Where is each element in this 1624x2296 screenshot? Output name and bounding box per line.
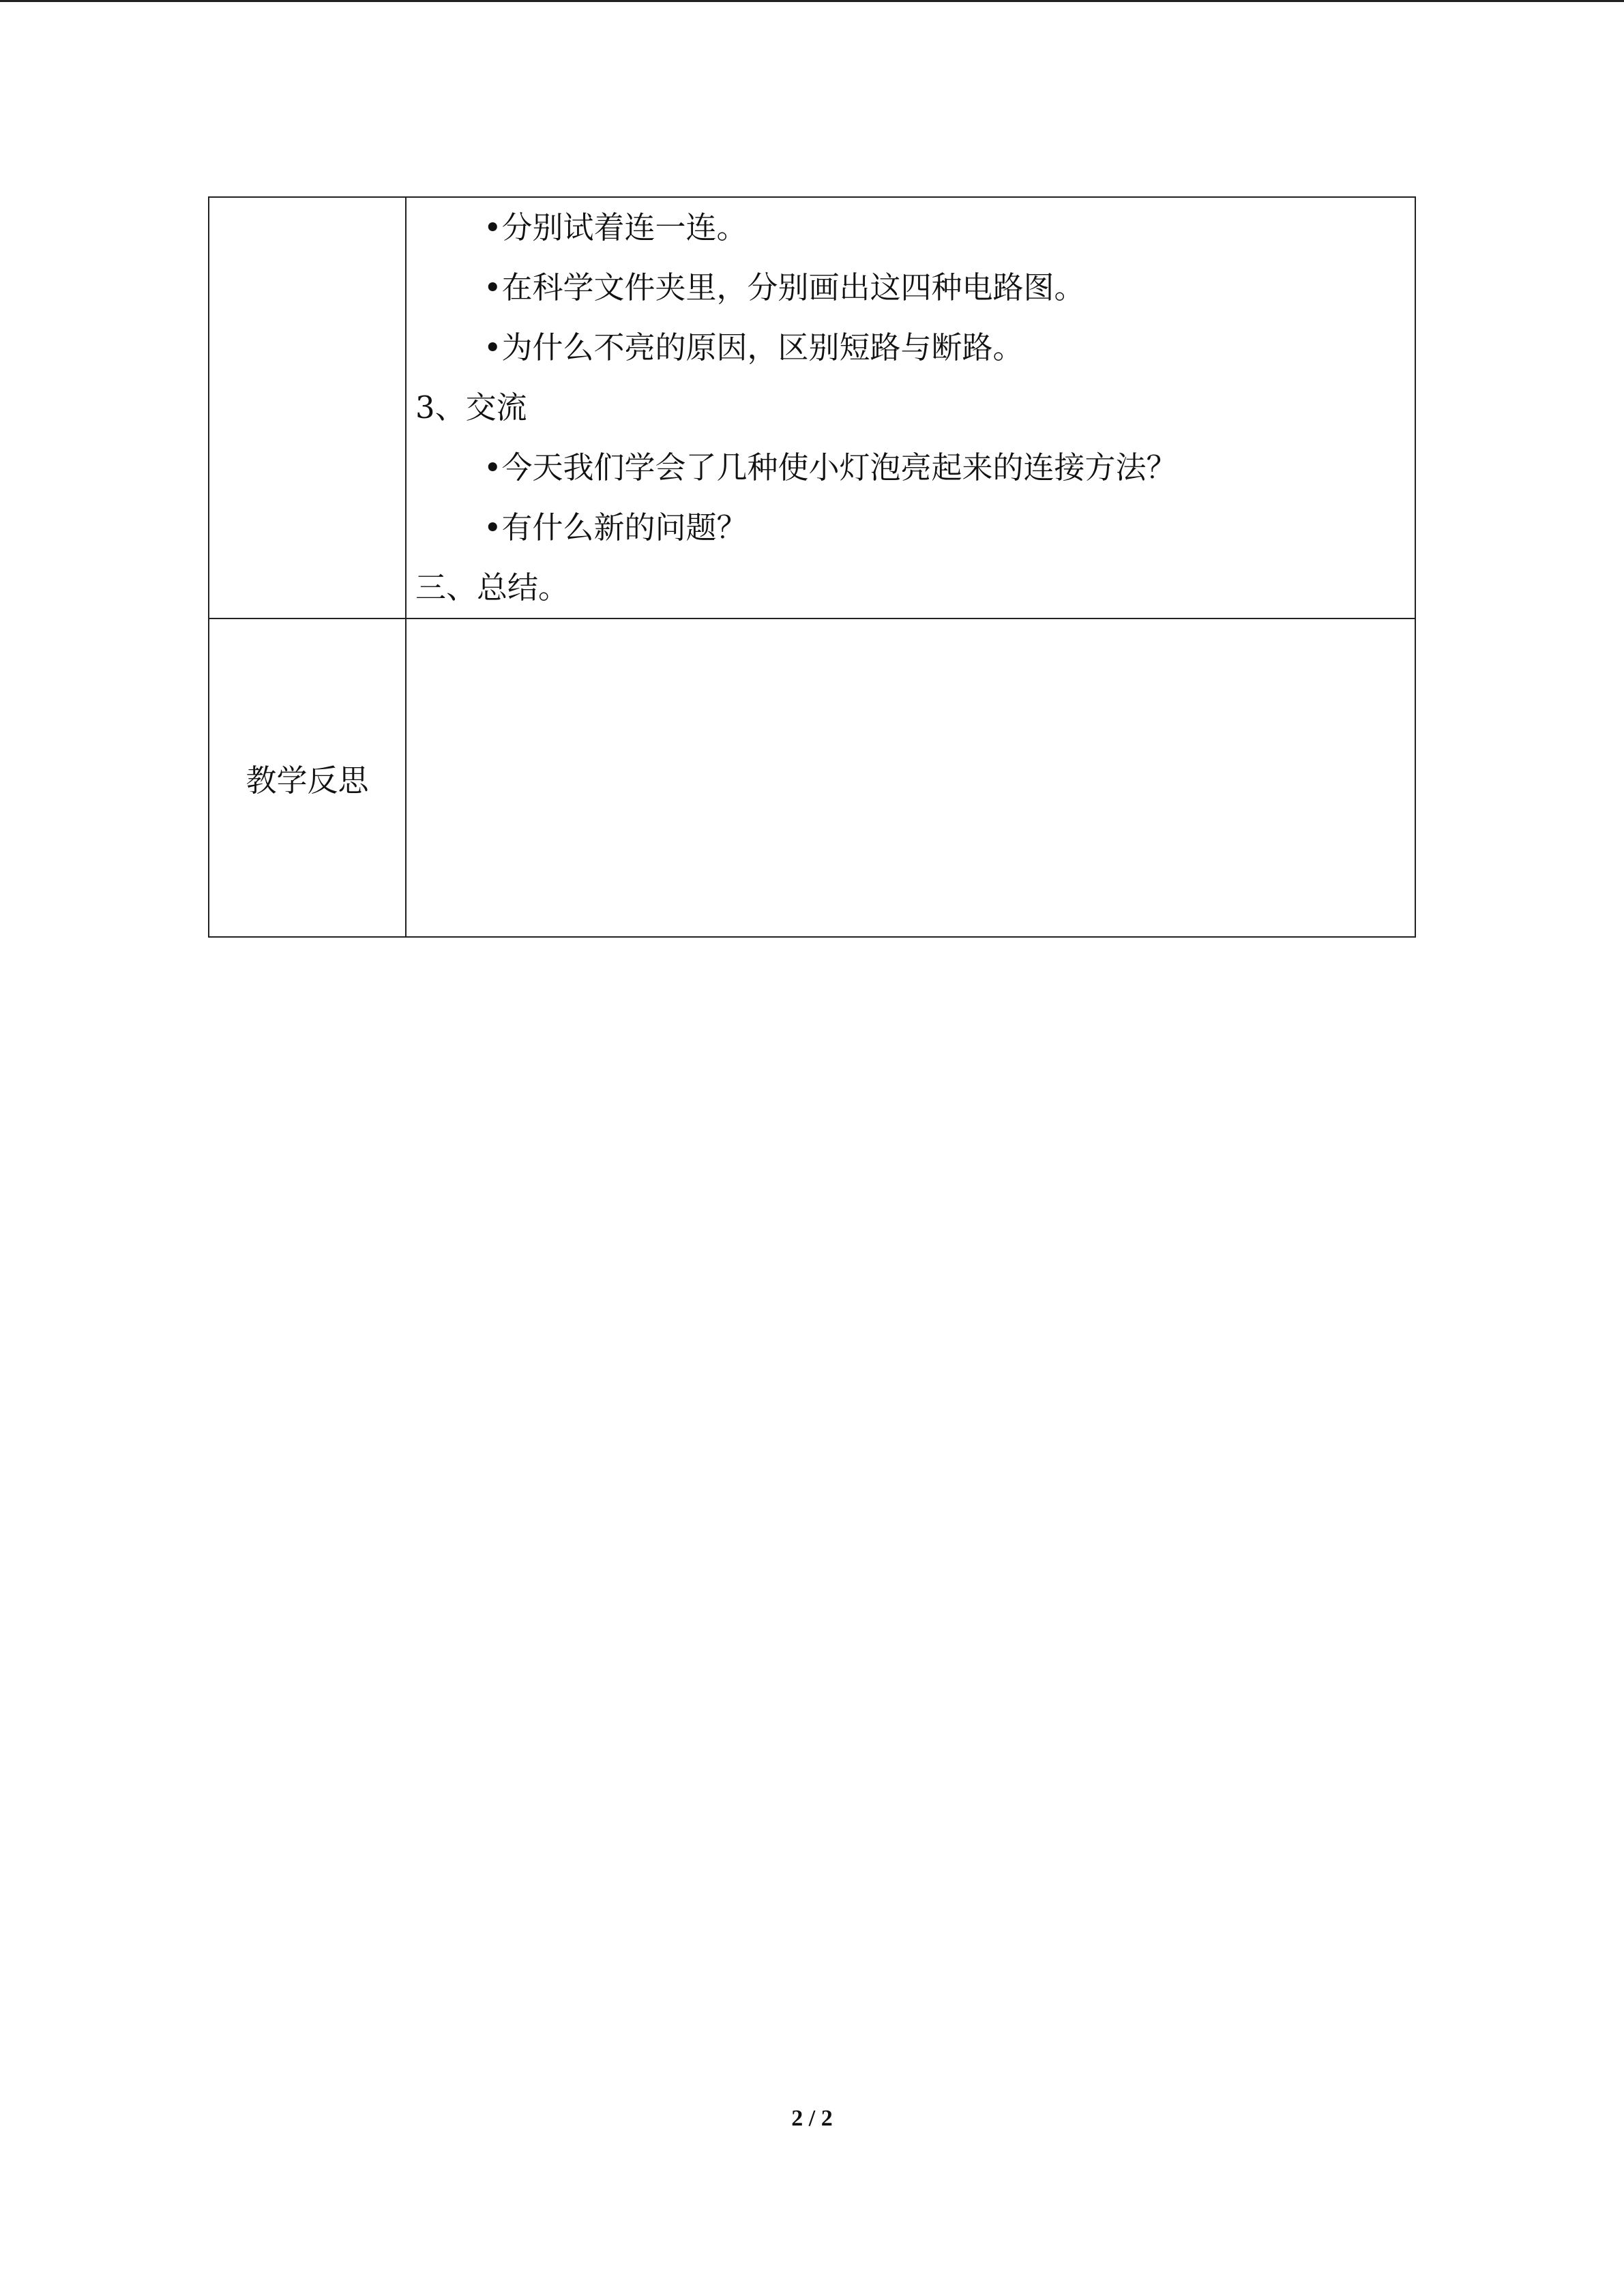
step-item: •分别试着连一连。 bbox=[484, 209, 748, 245]
process-content-cell bbox=[406, 197, 1415, 618]
step-item: •今天我们学会了几种使小灯泡亮起来的连接方法？ bbox=[484, 449, 1177, 486]
page-number: 2 / 2 bbox=[791, 2106, 833, 2131]
process-label-cell bbox=[209, 197, 406, 618]
section-heading: 三、总结。 bbox=[415, 569, 570, 606]
step-item: •为什么不亮的原因，区别短路与断路。 bbox=[484, 329, 1024, 366]
top-border-line bbox=[0, 0, 1624, 2]
reflection-row bbox=[209, 618, 1415, 937]
step-item: •有什么新的问题？ bbox=[484, 509, 748, 546]
lesson-plan-table bbox=[208, 196, 1416, 938]
teaching-process-row bbox=[209, 197, 1415, 618]
reflection-content-cell bbox=[406, 618, 1415, 937]
section-heading: 3、交流 bbox=[415, 389, 527, 426]
reflection-label: 教学反思 bbox=[209, 618, 406, 937]
step-item: •在科学文件夹里，分别画出这四种电路图。 bbox=[484, 269, 1085, 305]
